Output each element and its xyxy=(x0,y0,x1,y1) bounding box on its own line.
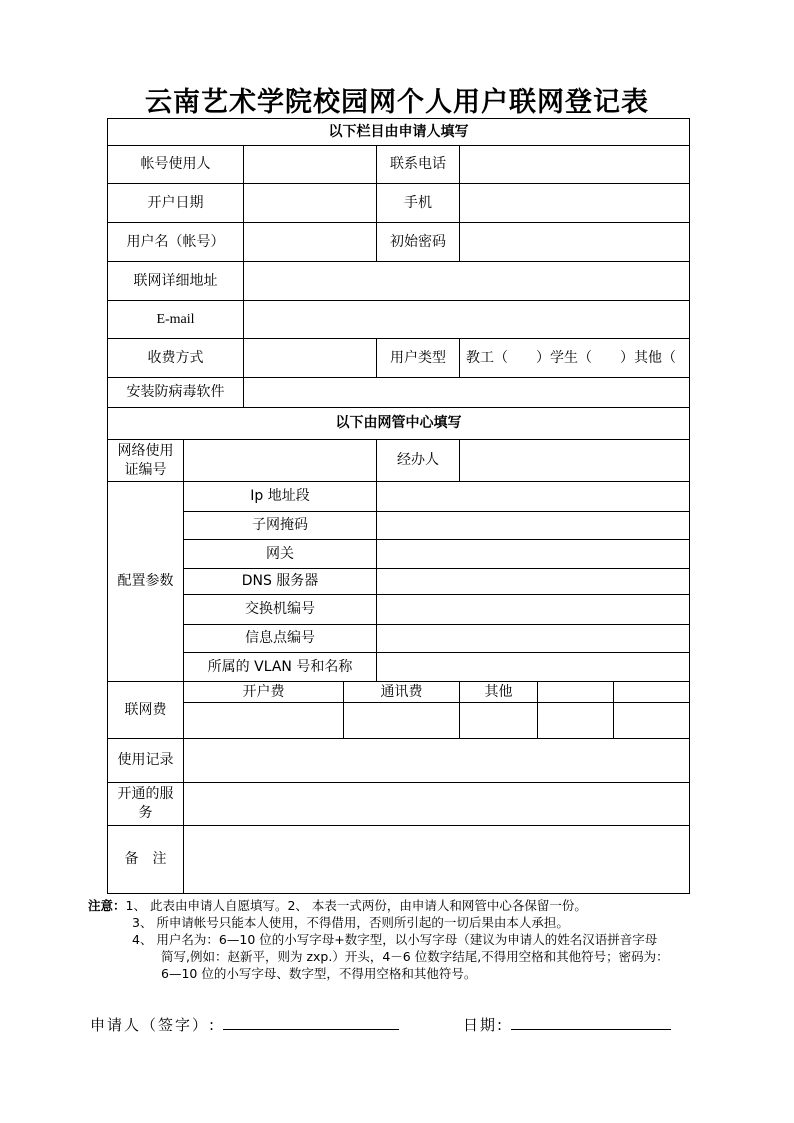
handler-label: 经办人 xyxy=(377,440,460,482)
fee-col-blank-2 xyxy=(614,682,690,703)
mobile-label: 手机 xyxy=(377,184,460,223)
config-gateway-field[interactable] xyxy=(377,540,690,569)
open-date-label: 开户日期 xyxy=(108,184,244,223)
config-label: 配置参数 xyxy=(108,482,184,682)
mobile-field[interactable] xyxy=(460,184,690,223)
date-label: 日期: xyxy=(463,1016,505,1034)
config-item-vlan: 所属的 VLAN 号和名称 xyxy=(184,653,377,682)
fee-opening-field[interactable] xyxy=(184,703,344,739)
config-ip-field[interactable] xyxy=(377,482,690,512)
registration-form xyxy=(107,118,690,894)
note-line-4a: 4、 用户名为：6—10 位的小写字母+数字型，以小写字母（建议为申请人的姓名汉语拼音字母 xyxy=(132,932,658,947)
config-item-switch: 交换机编号 xyxy=(184,595,377,625)
fee-communication-field[interactable] xyxy=(344,703,460,739)
config-dns-field[interactable] xyxy=(377,569,690,595)
address-field[interactable] xyxy=(244,262,690,301)
usage-record-field[interactable] xyxy=(184,739,690,783)
user-type-options[interactable]: 教工（ ）学生（ ）其他（ xyxy=(460,339,690,378)
section1-header: 以下栏目由申请人填写 xyxy=(108,119,690,146)
notes xyxy=(88,897,728,982)
notes-label: 注意： xyxy=(88,898,126,913)
initial-password-field[interactable] xyxy=(460,223,690,262)
user-type-label: 用户类型 xyxy=(377,339,460,378)
fee-col-blank-1 xyxy=(538,682,614,703)
applicant-signature-line[interactable] xyxy=(223,1015,399,1030)
config-switch-field[interactable] xyxy=(377,595,690,625)
fee-other-field[interactable] xyxy=(460,703,538,739)
remarks-field[interactable] xyxy=(184,826,690,894)
note-line-1: 注意：1、 此表由申请人自愿填写。2、 本表一式两份，由申请人和网管中心各保留一份。 xyxy=(88,898,587,913)
fee-col-other: 其他 xyxy=(460,682,538,703)
account-user-label: 帐号使用人 xyxy=(108,146,244,184)
services-label: 开通的服务 xyxy=(108,783,184,826)
remarks-label: 备 注 xyxy=(108,826,184,894)
note-line-3: 3、 所申请帐号只能本人使用，不得借用，否则所引起的一切后果由本人承担。 xyxy=(132,915,569,930)
open-date-field[interactable] xyxy=(244,184,377,223)
fee-blank-field-1[interactable] xyxy=(538,703,614,739)
license-no-field[interactable] xyxy=(184,440,377,482)
email-label: E-mail xyxy=(108,301,244,339)
config-infopoint-field[interactable] xyxy=(377,625,690,653)
contact-phone-field[interactable] xyxy=(460,146,690,184)
fee-col-communication: 通讯费 xyxy=(344,682,460,703)
applicant-signature-label: 申请人（签字）: xyxy=(90,1016,217,1034)
config-item-ip: Ip 地址段 xyxy=(184,482,377,512)
config-subnet-field[interactable] xyxy=(377,512,690,540)
applicant-signature xyxy=(90,1014,399,1035)
config-item-subnet: 子网掩码 xyxy=(184,512,377,540)
fee-col-opening: 开户费 xyxy=(184,682,344,703)
username-label: 用户名（帐号） xyxy=(108,223,244,262)
email-field[interactable] xyxy=(244,301,690,339)
config-item-dns: DNS 服务器 xyxy=(184,569,377,595)
note-line-4c: 6—10 位的小写字母、数字型，不得用空格和其他符号。 xyxy=(161,966,477,981)
section2-header: 以下由网管中心填写 xyxy=(108,408,690,440)
services-field[interactable] xyxy=(184,783,690,826)
address-label: 联网详细地址 xyxy=(108,262,244,301)
license-no-label: 网络使用证编号 xyxy=(108,440,184,482)
page-title: 云南艺术学院校园网个人用户联网登记表 xyxy=(145,87,649,118)
date-line[interactable] xyxy=(511,1015,671,1030)
usage-record-label: 使用记录 xyxy=(108,739,184,783)
contact-phone-label: 联系电话 xyxy=(377,146,460,184)
fee-method-field[interactable] xyxy=(244,339,377,378)
config-vlan-field[interactable] xyxy=(377,653,690,682)
initial-password-label: 初始密码 xyxy=(377,223,460,262)
handler-field[interactable] xyxy=(460,440,690,482)
config-item-gateway: 网关 xyxy=(184,540,377,569)
antivirus-field[interactable] xyxy=(244,378,690,408)
antivirus-label: 安装防病毒软件 xyxy=(108,378,244,408)
fee-blank-field-2[interactable] xyxy=(614,703,690,739)
config-item-infopoint: 信息点编号 xyxy=(184,625,377,653)
fee-label: 联网费 xyxy=(108,682,184,739)
account-user-field[interactable] xyxy=(244,146,377,184)
note-line-4b: 简写,例如：赵新平，则为 zxp.）开头，4－6 位数字结尾,不得用空格和其他符号；密码为： xyxy=(161,949,669,964)
fee-method-label: 收费方式 xyxy=(108,339,244,378)
username-field[interactable] xyxy=(244,223,377,262)
date-signature xyxy=(463,1014,671,1035)
